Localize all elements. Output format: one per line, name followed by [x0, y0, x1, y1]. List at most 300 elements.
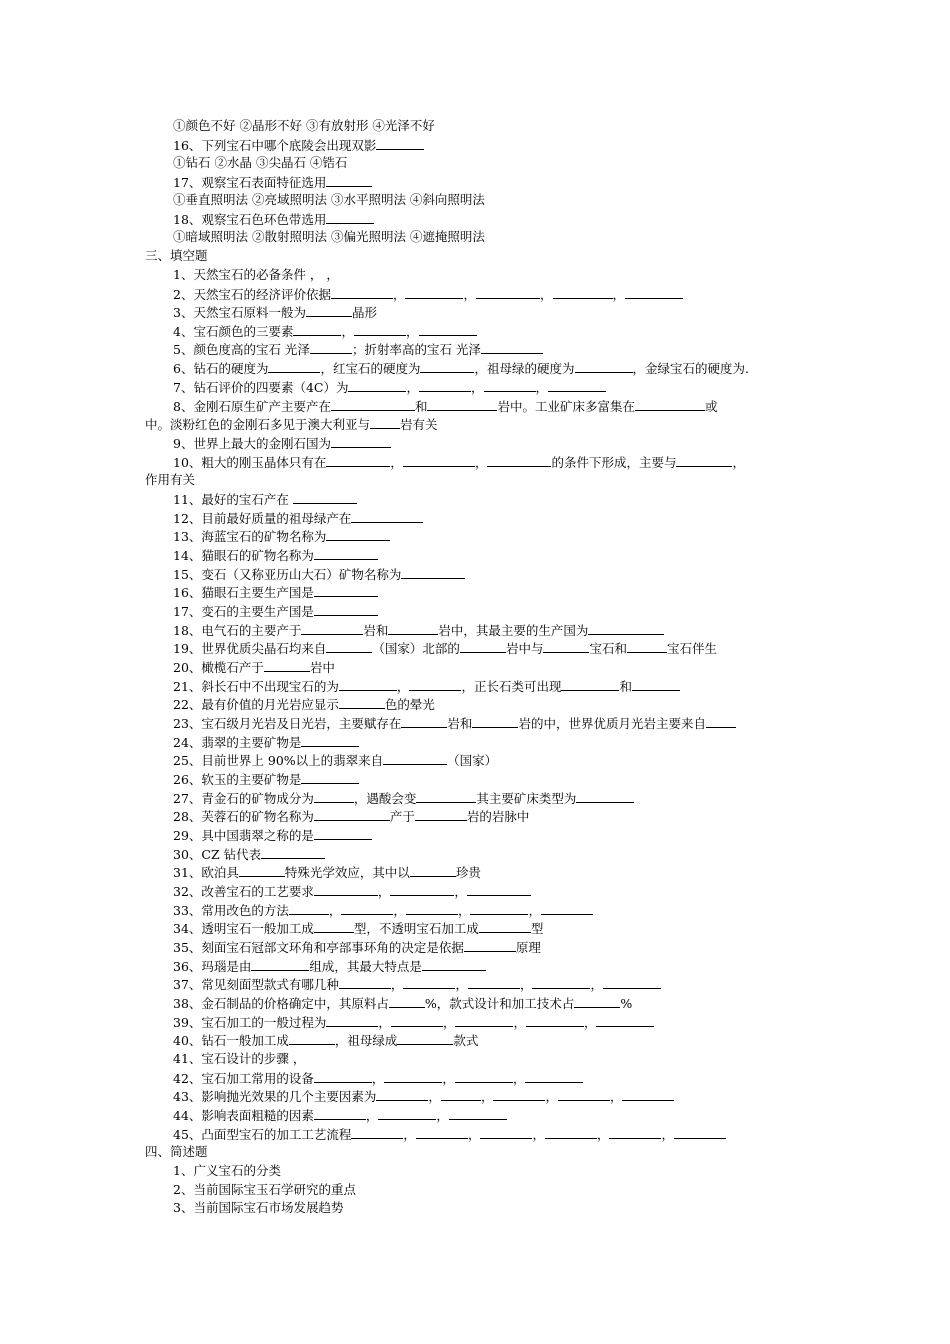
line-text: ①颜色不好 ②晶形不好 ③有放射形 ④光泽不好 [173, 118, 435, 133]
fill-blank [541, 901, 593, 915]
line-text: 20、橄榄石产于 [173, 660, 264, 675]
fill-blank [293, 322, 341, 336]
line-text: ， [436, 1108, 449, 1123]
line-text: 或 [705, 399, 718, 414]
fill-blank [420, 359, 474, 373]
fill-blank [416, 1125, 468, 1139]
fill-blank [676, 453, 732, 467]
line-text: 16、猫眼石主要生产国是 [173, 585, 314, 600]
line-text: ， [405, 324, 419, 339]
question-line [173, 919, 543, 937]
fill-blank [310, 340, 352, 354]
fill-blank [370, 415, 400, 429]
line-text: ，祖母绿成 [334, 1033, 398, 1048]
question-line [173, 565, 465, 583]
line-text: 3、天然宝石原料一般为 [173, 305, 306, 320]
question-line [173, 546, 378, 564]
fill-blank [390, 882, 454, 896]
fill-blank [314, 826, 372, 840]
fill-blank [301, 770, 359, 784]
question-line [173, 340, 543, 358]
line-text: ，遇酸会变 [353, 791, 417, 806]
fill-blank [314, 1106, 366, 1120]
fill-blank [331, 434, 391, 448]
fill-blank [422, 957, 486, 971]
fill-blank [326, 1013, 378, 1027]
question-line [173, 191, 485, 209]
line-text: 岩中。工业矿床多富集在 [497, 399, 635, 414]
fill-blank [326, 453, 390, 467]
question-line [173, 1050, 305, 1068]
line-text: ， [365, 1108, 379, 1123]
fill-blank [449, 1106, 507, 1120]
fill-blank [354, 322, 406, 336]
line-text: 9、世界上最大的金刚石国为 [173, 436, 331, 451]
line-text: ， [513, 1015, 526, 1030]
question-line [173, 173, 372, 191]
fill-blank [561, 677, 619, 691]
line-text: ， [519, 977, 533, 992]
line-text: 1、广义宝石的分类 [173, 1163, 281, 1178]
line-text: ， [406, 380, 419, 395]
line-text: ， [442, 1071, 455, 1086]
line-text: 18、观察宝石色环色带选用 [173, 212, 327, 227]
question-line [173, 975, 661, 993]
fill-blank [351, 1125, 403, 1139]
question-line [173, 359, 749, 377]
line-text: 43、影响抛光效果的几个主要因素为 [173, 1089, 377, 1104]
fill-blank [415, 807, 467, 821]
fill-blank [545, 1125, 597, 1139]
fill-blank [441, 1087, 481, 1101]
line-text: 45、凸面型宝石的加工工艺流程 [173, 1127, 352, 1142]
question-line [173, 1106, 507, 1124]
line-text: ， [392, 287, 406, 302]
line-text: 的条件下形成，主要与 [551, 455, 677, 470]
fill-blank [314, 602, 378, 616]
line-text: 17、变石的主要生产国是 [173, 604, 314, 619]
fill-blank [576, 789, 634, 803]
fill-blank [625, 285, 683, 299]
fill-blank [341, 901, 393, 915]
question-line [173, 490, 357, 508]
line-text: 37、常见刻面型款式有哪几种 [173, 977, 339, 992]
line-text: ， [396, 679, 410, 694]
fill-blank [622, 1087, 674, 1101]
question-line [173, 303, 377, 321]
fill-blank [239, 863, 285, 877]
fill-blank [609, 1125, 661, 1139]
line-text: 和 [619, 679, 632, 694]
fill-blank [268, 359, 320, 373]
fill-blank [532, 975, 590, 989]
question-line [173, 789, 634, 807]
fill-blank [409, 677, 461, 691]
line-text: ， [463, 287, 476, 302]
fill-blank [406, 901, 458, 915]
fill-blank [470, 901, 528, 915]
question-line [173, 901, 593, 919]
line-text: 25、目前世界上 90%以上的翡翠来自 [173, 753, 384, 768]
fill-blank [632, 677, 680, 691]
fill-blank [603, 975, 661, 989]
line-text: 岩的中，世界优质月光岩主要来自 [518, 716, 706, 731]
fill-blank [261, 845, 325, 859]
question-line [173, 285, 683, 303]
fill-blank [674, 1125, 726, 1139]
question-line [173, 677, 680, 695]
line-text: ， [428, 1089, 441, 1104]
line-text: ， [512, 1071, 526, 1086]
question-line [173, 266, 339, 284]
line-text: 岩和 [363, 623, 389, 638]
question-line [173, 1087, 674, 1105]
question-line [173, 434, 391, 452]
fill-blank [635, 397, 705, 411]
line-text: 26、软玉的主要矿物是 [173, 772, 302, 787]
line-text: ①钻石 ②水晶 ③尖晶石 ④锆石 [173, 155, 348, 170]
line-text: 宝石伴生 [666, 641, 717, 656]
fill-blank [706, 714, 736, 728]
line-text: ， [609, 1089, 623, 1104]
line-text: ， [403, 1127, 416, 1142]
question-line [173, 378, 606, 396]
line-text: 42、宝石加工常用的设备 [173, 1071, 314, 1086]
line-text: （国家）北部的 [372, 641, 460, 656]
fill-blank [487, 453, 551, 467]
fill-blank [378, 1106, 436, 1120]
line-text: ，正长石类可出现 [461, 679, 562, 694]
question-line [173, 228, 485, 246]
line-text: 岩有关 [400, 417, 438, 432]
fill-blank [416, 789, 476, 803]
section-heading-line [145, 1143, 208, 1161]
question-line [173, 695, 435, 713]
line-text: %，款式设计和加工技术占 [424, 996, 575, 1011]
question-line [173, 1013, 654, 1031]
fill-blank [479, 919, 531, 933]
line-text: 款式 [453, 1033, 479, 1048]
line-text: 组成，其最大特点是 [309, 959, 422, 974]
line-text: 39、宝石加工的一般过程为 [173, 1015, 327, 1030]
line-text: 35、刻面宝石冠部文环角和亭部事环角的决定是依据 [173, 940, 464, 955]
fill-blank [384, 1069, 442, 1083]
line-text: 中。淡粉红色的金刚石多见于澳大利亚与 [145, 417, 371, 432]
fill-blank [314, 789, 354, 803]
line-text: 10、粗大的刚玉晶体只有在 [173, 455, 327, 470]
line-text: ， [457, 903, 471, 918]
line-text: 晶形 [351, 305, 377, 320]
fill-blank [331, 397, 415, 411]
fill-blank [467, 882, 531, 896]
question-line [173, 1162, 281, 1180]
line-text: ， [596, 1127, 610, 1142]
line-text: 18、电气石的主要产于 [173, 623, 302, 638]
line-text: ， [532, 1127, 545, 1142]
fill-blank [251, 957, 309, 971]
line-text: ， [341, 324, 354, 339]
line-text: ， [378, 1015, 391, 1030]
fill-blank [472, 714, 518, 728]
line-text: 岩中与 [505, 641, 544, 656]
line-text: 三、填空题 [145, 248, 208, 263]
fill-blank [326, 639, 372, 653]
line-text: 15、变石（又称亚历山大石）矿物名称为 [173, 567, 402, 582]
fill-blank [455, 1069, 513, 1083]
line-text: ， [590, 977, 603, 992]
question-line [173, 322, 477, 340]
fill-blank [264, 658, 310, 672]
fill-blank [403, 453, 475, 467]
line-text: 41、宝石设计的步骤 ， [173, 1051, 306, 1066]
fill-blank [419, 322, 477, 336]
fill-blank [339, 695, 385, 709]
question-line [173, 714, 736, 732]
line-text: 27、青金石的矿物成分为 [173, 791, 314, 806]
question-line [173, 527, 390, 545]
fill-blank [455, 1013, 513, 1027]
question-line [173, 136, 424, 154]
fill-blank [493, 1087, 545, 1101]
line-text: 4、宝石颜色的三要素 [173, 324, 294, 339]
line-text: ， [390, 455, 403, 470]
fill-blank [389, 994, 425, 1008]
question-line [173, 1069, 583, 1087]
fill-blank [376, 1087, 428, 1101]
line-text: ，祖母绿的硬度为 [474, 361, 575, 376]
fill-blank [526, 1013, 584, 1027]
fill-blank [391, 1013, 443, 1027]
question-line [173, 154, 347, 172]
fill-blank [403, 975, 455, 989]
question-line [173, 863, 481, 881]
line-text: 原理 [515, 940, 541, 955]
line-text: ， [732, 455, 745, 470]
fill-blank [468, 975, 520, 989]
section-heading-line [145, 471, 195, 489]
line-text: ， [442, 1015, 456, 1030]
fill-blank [331, 285, 393, 299]
line-text: ， [612, 287, 626, 302]
line-text: 11、最好的宝石产在 [173, 492, 293, 507]
question-line [173, 583, 378, 601]
fill-blank [301, 621, 363, 635]
question-line [173, 639, 717, 657]
question-line [173, 621, 664, 639]
line-text: 29、具中国翡翠之称的是 [173, 828, 314, 843]
fill-blank [289, 901, 329, 915]
fill-blank [588, 621, 664, 635]
fill-blank [484, 378, 536, 392]
line-text: ， [474, 455, 488, 470]
line-text: 31、欧泊具 [173, 865, 239, 880]
line-text: ，红宝石的硬度为 [320, 361, 421, 376]
fill-blank [388, 621, 438, 635]
question-line [173, 602, 378, 620]
question-line [173, 733, 359, 751]
line-text: 宝石和 [589, 641, 627, 656]
question-line [173, 807, 529, 825]
fill-blank [481, 340, 543, 354]
fill-blank [464, 938, 516, 952]
question-line [173, 957, 486, 975]
line-text: 珍贵 [455, 865, 481, 880]
line-text: 色的晕光 [384, 697, 435, 712]
line-text: 19、世界优质尖晶石均来自 [173, 641, 327, 656]
question-line [173, 509, 423, 527]
line-text: ， [540, 287, 553, 302]
question-line [173, 845, 325, 863]
line-text: ， [371, 1071, 385, 1086]
question-line [173, 938, 541, 956]
question-line [173, 453, 745, 471]
line-text: 44、影响表面粗糙的因素 [173, 1108, 314, 1123]
question-line [173, 210, 374, 228]
line-text: ， [467, 1127, 481, 1142]
line-text: 16、下列宝石中哪个底陵会出现双影 [173, 138, 377, 153]
fill-blank [553, 285, 613, 299]
line-text: 岩和 [447, 716, 473, 731]
fill-blank [314, 583, 378, 597]
fill-blank [410, 863, 456, 877]
question-line [173, 658, 335, 676]
fill-blank [339, 975, 391, 989]
question-line [173, 397, 718, 415]
question-line [173, 770, 359, 788]
question-line [173, 994, 632, 1012]
fill-blank [575, 359, 633, 373]
question-line [173, 117, 435, 135]
section-heading-line [145, 247, 208, 265]
line-text: 40、钻石一般加工成 [173, 1033, 289, 1048]
line-text: ， [545, 1089, 558, 1104]
fill-blank [326, 527, 390, 541]
fill-blank [348, 378, 406, 392]
line-text: ， [661, 1127, 674, 1142]
fill-blank [314, 882, 378, 896]
question-line [173, 1199, 343, 1217]
line-text: ， [328, 903, 342, 918]
fill-blank [351, 509, 423, 523]
line-text: ， [455, 977, 468, 992]
line-text: ， [377, 884, 391, 899]
line-text: ， [393, 903, 406, 918]
fill-blank [558, 1087, 610, 1101]
line-text: 23、宝石级月光岩及日光岩，主要赋存在 [173, 716, 402, 731]
line-text: 岩的岩脉中 [466, 809, 530, 824]
fill-blank [314, 1069, 372, 1083]
fill-blank [397, 1031, 453, 1045]
fill-blank [574, 994, 620, 1008]
fill-blank [293, 490, 357, 504]
line-text: 30、CZ 钻代表 [173, 847, 262, 862]
line-text: ， [535, 380, 549, 395]
fill-blank [401, 714, 447, 728]
question-line [173, 826, 372, 844]
line-text: 17、观察宝石表面特征选用 [173, 175, 327, 190]
fill-blank [427, 397, 497, 411]
question-line [173, 1031, 478, 1049]
line-text: ， [471, 380, 484, 395]
line-text: ， [480, 1089, 494, 1104]
line-text: （国家） [447, 753, 498, 768]
fill-blank [326, 173, 372, 187]
line-text: 特殊光学效应，其中以 [284, 865, 410, 880]
question-line [173, 882, 531, 900]
line-text: 岩中 [309, 660, 335, 675]
line-text: 作用有关 [145, 472, 196, 487]
fill-blank [548, 378, 606, 392]
line-text: 24、翡翠的主要矿物是 [173, 735, 302, 750]
fill-blank [383, 751, 447, 765]
fill-blank [326, 210, 374, 224]
line-text: 3、当前国际宝石市场发展趋势 [173, 1200, 344, 1215]
line-text: 28、芙蓉石的矿物名称为 [173, 809, 314, 824]
line-text: 四、简述题 [145, 1144, 208, 1159]
line-text: ①暗域照明法 ②散射照明法 ③偏光照明法 ④遮掩照明法 [173, 229, 485, 244]
line-text: 7、钻石评价的四要素（4C）为 [173, 380, 349, 395]
line-text: 13、海蓝宝石的矿物名称为 [173, 529, 327, 544]
line-text: 14、猫眼石的矿物名称为 [173, 548, 314, 563]
line-text: ；折射率高的宝石 光泽 [351, 342, 481, 357]
line-text: ， [528, 903, 541, 918]
fill-blank [306, 303, 352, 317]
fill-blank [405, 285, 463, 299]
fill-blank [289, 1031, 335, 1045]
line-text: % [620, 996, 633, 1011]
line-text: 32、改善宝石的工艺要求 [173, 884, 314, 899]
fill-blank [339, 677, 397, 691]
line-text: 其主要矿床类型为 [476, 791, 577, 806]
fill-blank [543, 639, 589, 653]
line-text: 产于 [389, 809, 415, 824]
line-text: 36、玛瑙是由 [173, 959, 252, 974]
line-text: ①垂直照明法 ②亮域照明法 ③水平照明法 ④斜向照明法 [173, 192, 485, 207]
fill-blank [401, 565, 465, 579]
line-text: ， [454, 884, 467, 899]
question-line [173, 751, 497, 769]
line-text: 6、钻石的硬度为 [173, 361, 269, 376]
line-text: 34、透明宝石一般加工成 [173, 921, 314, 936]
line-text: ， [390, 977, 404, 992]
line-text: 5、颜色度高的宝石 光泽 [173, 342, 310, 357]
line-text: 型 [530, 921, 544, 936]
line-text: 33、常用改色的方法 [173, 903, 289, 918]
fill-blank [525, 1069, 583, 1083]
fill-blank [419, 378, 471, 392]
line-text: 21、斜长石中不出现宝石的为 [173, 679, 339, 694]
fill-blank [314, 807, 390, 821]
fill-blank [627, 639, 667, 653]
line-text: 8、金刚石原生矿产主要产在 [173, 399, 331, 414]
line-text: 22、最有价值的月光岩应显示 [173, 697, 339, 712]
fill-blank [314, 546, 378, 560]
fill-blank [596, 1013, 654, 1027]
fill-blank [480, 1125, 532, 1139]
fill-blank [460, 639, 506, 653]
line-text: 岩中，其最主要的生产国为 [438, 623, 589, 638]
fill-blank [476, 285, 540, 299]
line-text: ， [583, 1015, 597, 1030]
line-text: 型，不透明宝石加工成 [353, 921, 479, 936]
question-line [173, 1181, 356, 1199]
fill-blank [376, 136, 424, 150]
line-text: 2、天然宝石的经济评价依据 [173, 287, 331, 302]
line-text: 2、当前国际宝玉石学研究的重点 [173, 1182, 356, 1197]
line-text: 1、天然宝石的必备条件 ， ， [173, 267, 339, 282]
line-text: 38、金石制品的价格确定中，其原料占 [173, 996, 389, 1011]
line-text: 和 [414, 399, 428, 414]
